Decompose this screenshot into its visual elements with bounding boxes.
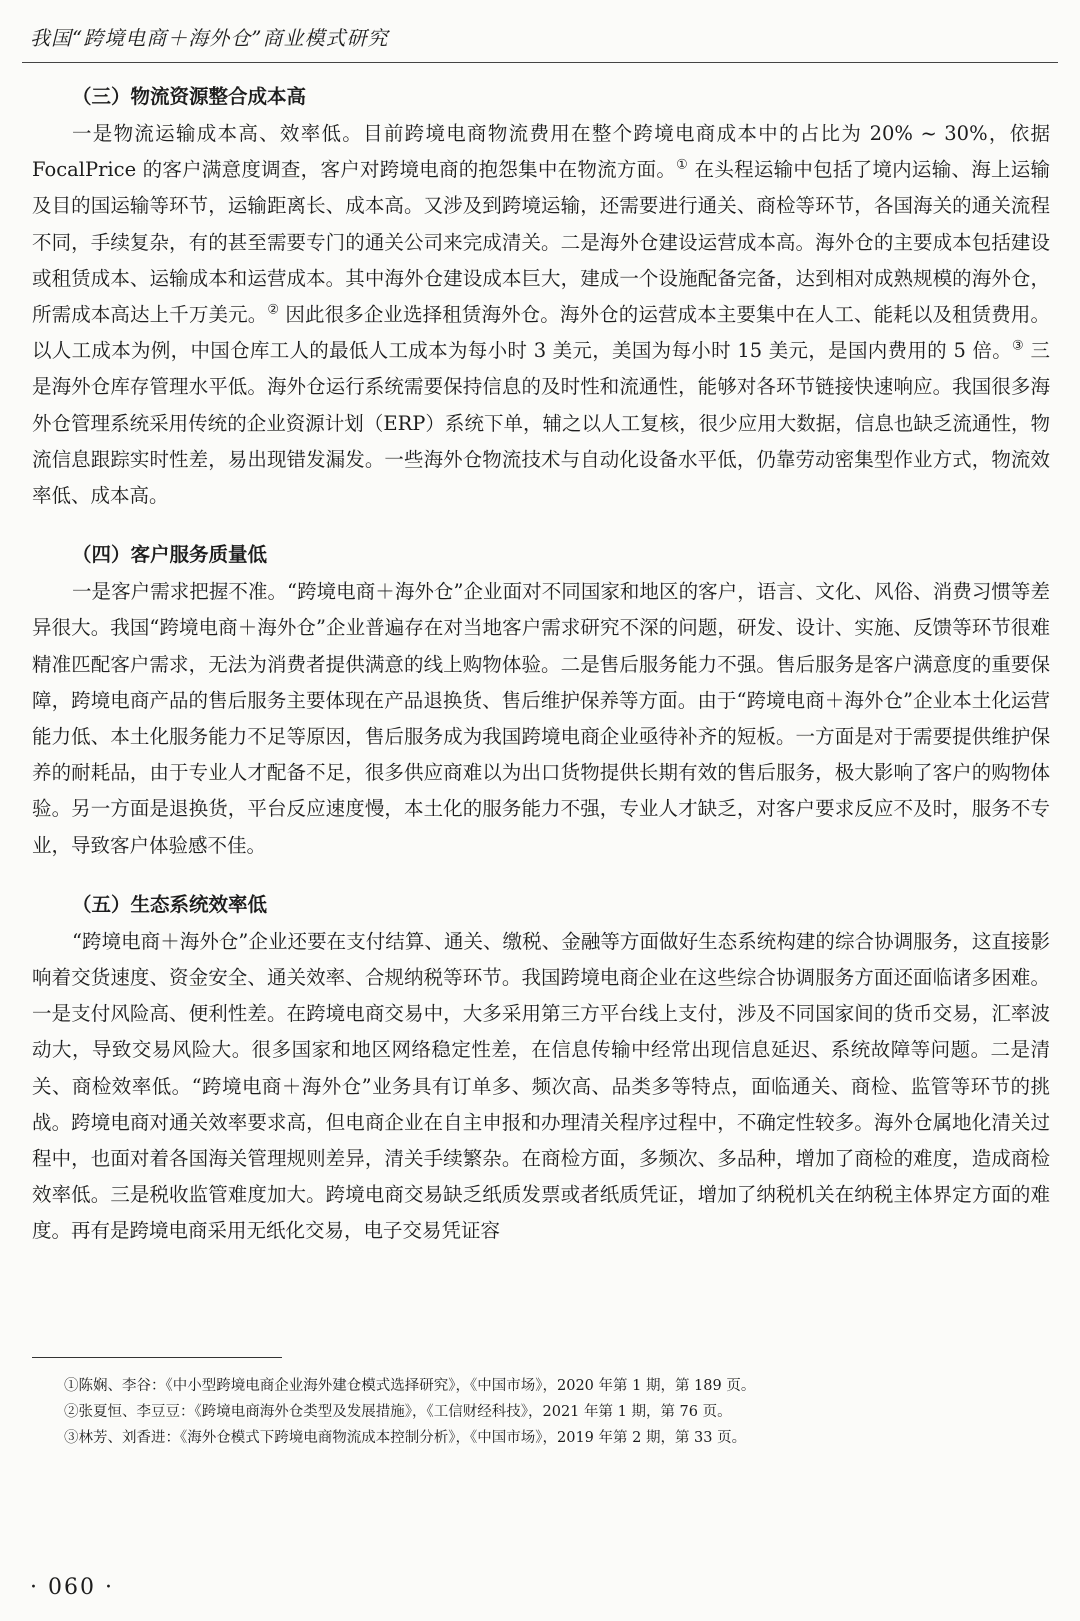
header-rule (22, 62, 1058, 63)
footnote-rule (32, 1357, 282, 1358)
footnote: ①陈娴、李谷：《中小型跨境电商企业海外建仓模式选择研究》，《中国市场》，2020 年第 1 期，第 189 页。 (64, 1378, 756, 1394)
section-heading: （五）生态系统效率低 (72, 892, 268, 916)
running-head-title: 我国“跨境电商＋海外仓”商业模式研究 (30, 26, 389, 50)
footnotes (64, 1373, 1044, 1451)
section (32, 890, 1050, 1250)
footnote-marker[interactable]: ① (676, 157, 689, 173)
body-paragraph: “跨境电商＋海外仓”企业还要在支付结算、通关、缴税、金融等方面做好生态系统构建的综合协调服务，这直接影响着交货速度、资金安全、通关效率、合规纳税等环节。我国跨境电商企业在这些综合协调服务方面还面临诸多困难。一是支付风险高、便利性差。在跨境电商交易中，大多采用第三方平台线上支付，涉及不同国家间的货币交易，汇率波动大，导致交易风险大。很多国家和地区网络稳定性差，在信息传输中经常出现信息延迟、系统故障等问题。二是清关、商检效率低。“跨境电商＋海外仓”业务具有订单多、频次高、品类多等特点，面临通关、商检、监管等环节的挑战。跨境电商对通关效率要求高，但电商企业在自主申报和办理清关程序过程中，不确定性较多。海外仓属地化清关过程中，也面对着各国海关管理规则差异，清关手续繁杂。在商检方面，多频次、多品种，增加了商检的难度，造成商检效率低。三是税收监管难度加大。跨境电商交易缺乏纸质发票或者纸质凭证，增加了纳税机关在纳税主体界定方面的难度。再有是跨境电商采用无纸化交易，电子交易凭证容 (32, 929, 1050, 1243)
footnote-marker[interactable]: ③ (1012, 338, 1024, 354)
article-body (32, 82, 1050, 1276)
page-number: · 060 · (30, 1575, 114, 1600)
body-paragraph: 一是物流运输成本高、效率低。目前跨境电商物流费用在整个跨境电商成本中的占比为 20% ~ 30%，依据 FocalPrice 的客户满意度调查，客户对跨境电商的抱怨集中在物流方面。① 在头程运输中包括了境内运输、海上运输及目的国运输等环节，运输距离长、成本高。又涉及到跨境运输，还需要进行通关、商检等环节，各国海关的通关流程不同，手续复杂，有的甚至需要专门的通关公司来完成清关。二是海外仓建设运营成本高。海外仓的主要成本包括建设或租赁成本、运输成本和运营成本。其中海外仓建设成本巨大，建成一个设施配备完备，达到相对成熟规模的海外仓，所需成本高达上千万美元。② 因此很多企业选择租赁海外仓。海外仓的运营成本主要集中在人工、能耗以及租赁费用。以人工成本为例，中国仓库工人的最低人工成本为每小时 3 美元，美国为每小时 15 美元，是国内费用的 5 倍。③ 三是海外仓库存管理水平低。海外仓运行系统需要保持信息的及时性和流通性，能够对各环节链接快速响应。我国很多海外仓管理系统采用传统的企业资源计划（ERP）系统下单，辅之以人工复核，很少应用大数据，信息也缺乏流通性，物流信息跟踪实时性差，易出现错发漏发。一些海外仓物流技术与自动化设备水平低，仍靠劳动密集型作业方式，物流效率低、成本高。 (32, 122, 1051, 508)
section (32, 540, 1050, 864)
section (32, 82, 1050, 514)
body-paragraph: 一是客户需求把握不准。“跨境电商＋海外仓”企业面对不同国家和地区的客户，语言、文化、风俗、消费习惯等差异很大。我国“跨境电商＋海外仓”企业普遍存在对当地客户需求研究不深的问题，研发、设计、实施、反馈等环节很难精准匹配客户需求，无法为消费者提供满意的线上购物体验。二是售后服务能力不强。售后服务是客户满意度的重要保障，跨境电商产品的售后服务主要体现在产品退换货、售后维护保养等方面。由于“跨境电商＋海外仓”企业本土化运营能力低、本土化服务能力不足等原因，售后服务成为我国跨境电商企业亟待补齐的短板。一方面是对于需要提供维护保养的耐耗品，由于专业人才配备不足，很多供应商难以为出口货物提供长期有效的售后服务，极大影响了客户的购物体验。另一方面是退换货，平台反应速度慢，本土化的服务能力不强，专业人才缺乏，对客户要求反应不及时，服务不专业，导致客户体验感不佳。 (32, 580, 1050, 857)
footnote-marker[interactable]: ② (267, 302, 280, 318)
section-heading: （三）物流资源整合成本高 (72, 85, 307, 108)
footnote: ②张夏恒、李豆豆：《跨境电商海外仓类型及发展措施》，《工信财经科技》，2021 年第 1 期，第 76 页。 (64, 1404, 732, 1420)
footnote: ③林芳、刘香进：《海外仓模式下跨境电商物流成本控制分析》，《中国市场》，2019 年第 2 期，第 33 页。 (64, 1430, 747, 1446)
section-heading: （四）客户服务质量低 (72, 543, 268, 567)
